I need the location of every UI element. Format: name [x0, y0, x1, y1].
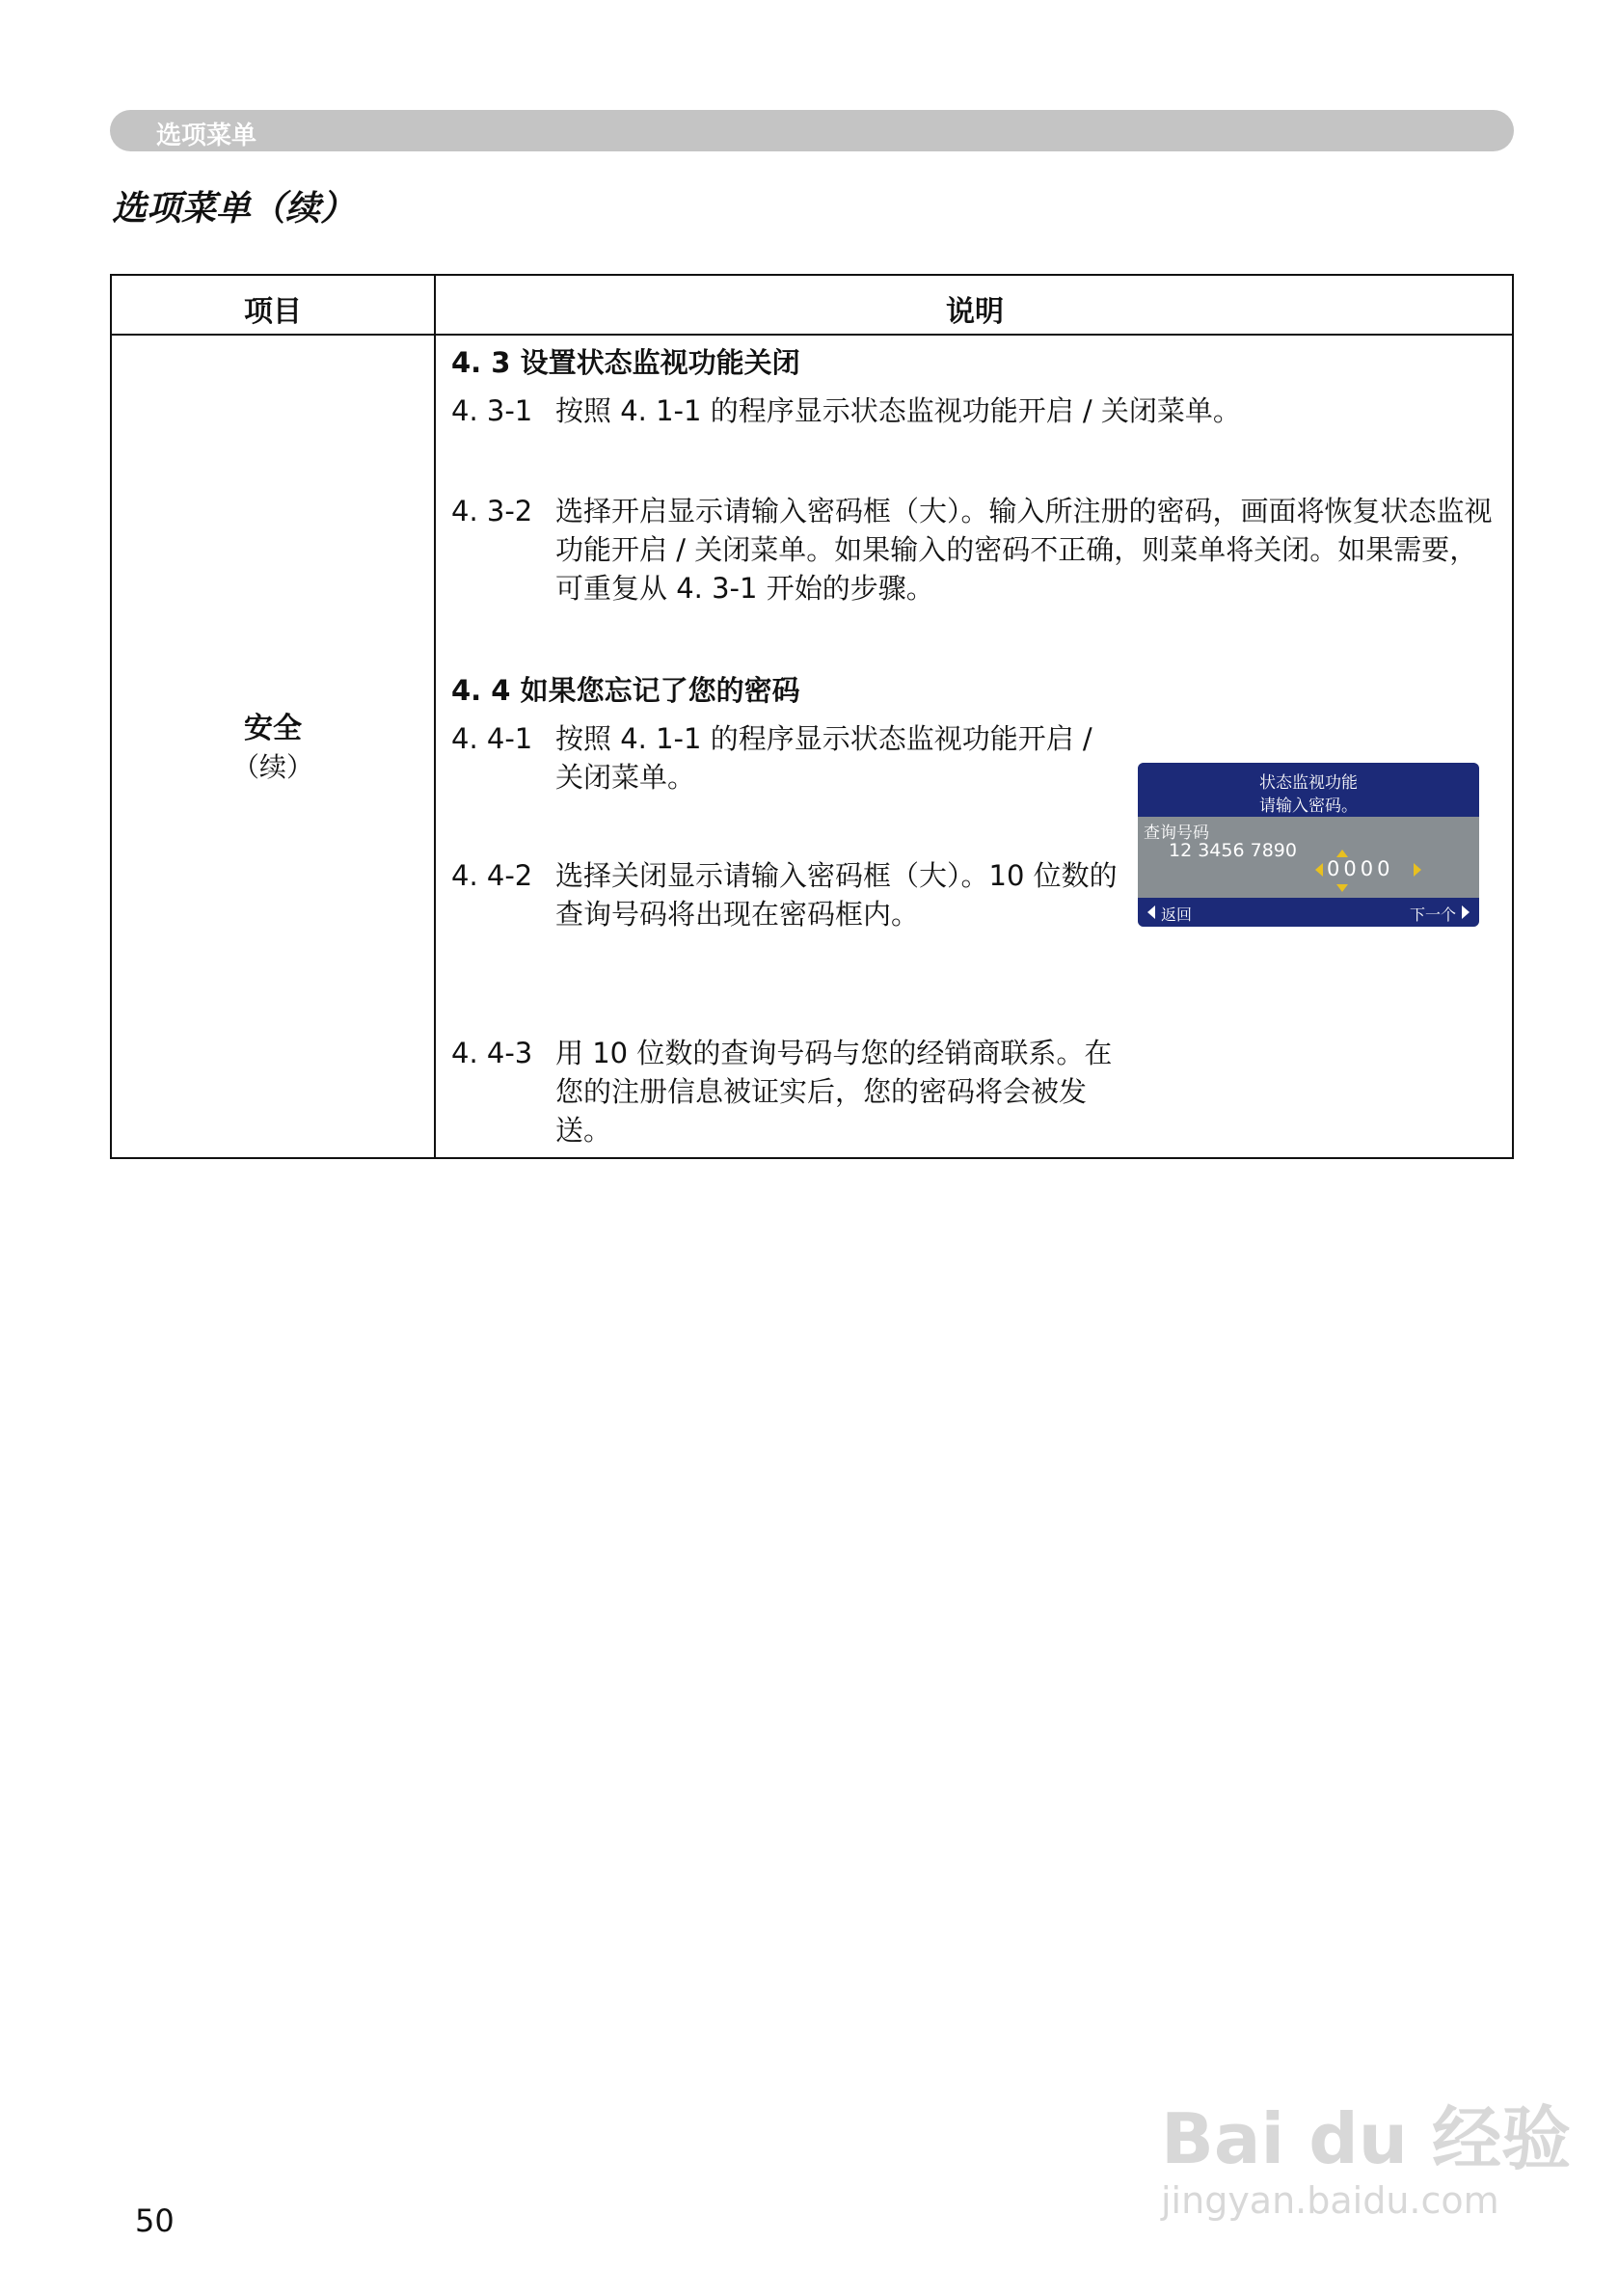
item-name: 安全: [244, 712, 302, 745]
step-text: 选择关闭显示请输入密码框（大）。10 位数的查询号码将出现在密码框内。: [555, 859, 1118, 931]
dialog-prompt: 请输入密码。: [1259, 797, 1358, 816]
page-number: 50: [135, 2202, 175, 2239]
item-subtitle: （续）: [231, 751, 313, 783]
password-field[interactable]: 0000: [1327, 857, 1394, 880]
watermark-brand: Bai du 经验: [1161, 2098, 1572, 2179]
watermark: [1161, 2083, 1572, 2222]
query-number-label: 查询号码: [1144, 824, 1209, 843]
page-title: 选项菜单（续）: [112, 189, 356, 229]
password-dialog: [1138, 763, 1479, 927]
step-number: 4. 3-1: [451, 394, 533, 427]
table-header-row: [112, 276, 1512, 336]
dialog-title: 状态监视功能: [1259, 773, 1358, 793]
section-header-label: 选项菜单: [156, 122, 257, 150]
back-arrow-icon[interactable]: [1147, 905, 1155, 919]
arrow-up-icon[interactable]: [1336, 850, 1348, 857]
arrow-left-icon[interactable]: [1315, 863, 1323, 877]
query-number-value: 12 3456 7890: [1169, 840, 1297, 861]
step-text: 按照 4. 1-1 的程序显示状态监视功能开启 / 关闭菜单。: [555, 394, 1241, 427]
section-header-bar: [110, 110, 1514, 151]
step-text: 选择开启显示请输入密码框（大）。输入所注册的密码，画面将恢复状态监视功能开启 / 关闭菜单。如果输入的密码不正确，则菜单将关闭。如果需要，可重复从 4. 3-1 开始的步骤。: [555, 495, 1493, 605]
step-number: 4. 3-2: [451, 495, 533, 527]
arrow-right-icon[interactable]: [1414, 863, 1421, 877]
arrow-down-icon[interactable]: [1336, 884, 1348, 892]
step-number: 4. 4-1: [451, 722, 533, 755]
next-arrow-icon[interactable]: [1462, 905, 1470, 919]
step-text: 按照 4. 1-1 的程序显示状态监视功能开启 / 关闭菜单。: [555, 722, 1092, 794]
step-number: 4. 4-3: [451, 1037, 533, 1069]
next-button[interactable]: 下一个: [1409, 905, 1456, 924]
step-number: 4. 4-2: [451, 859, 533, 892]
dialog-header: [1138, 763, 1479, 817]
item-cell: [112, 710, 434, 787]
section-title-4-3: 4. 3 设置状态监视功能关闭: [451, 346, 800, 379]
step-text: 用 10 位数的查询号码与您的经销商联系。在您的注册信息被证实后，您的密码将会被发送。: [555, 1037, 1113, 1147]
back-button[interactable]: 返回: [1161, 905, 1193, 924]
column-header-description: 说明: [946, 295, 1004, 329]
column-divider: [434, 276, 436, 1157]
column-header-item: 项目: [244, 295, 302, 329]
watermark-url: jingyan.baidu.com: [1161, 2179, 1499, 2222]
dialog-footer: [1138, 898, 1479, 927]
section-title-4-4: 4. 4 如果您忘记了您的密码: [451, 674, 800, 707]
